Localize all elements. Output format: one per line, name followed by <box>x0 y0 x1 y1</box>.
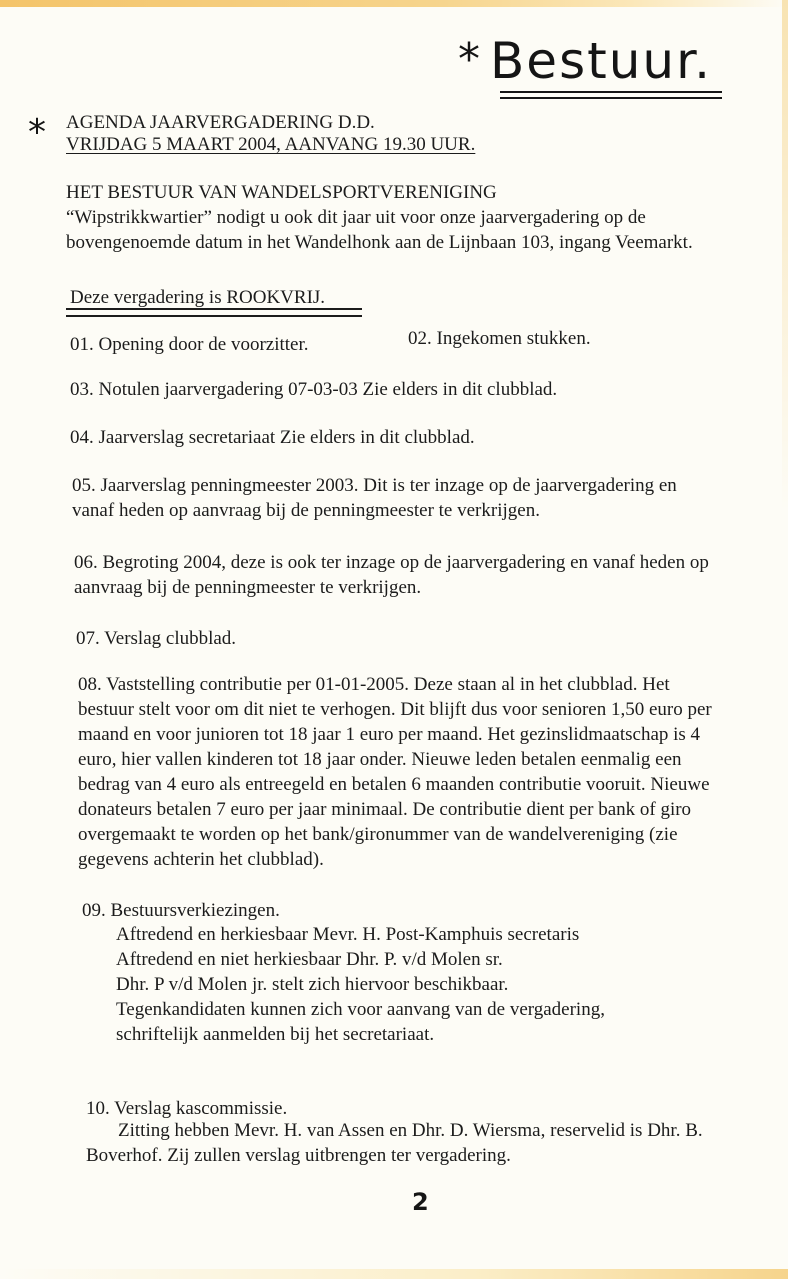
item-line: Dhr. P v/d Molen jr. stelt zich hiervoor beschikbaar. <box>116 974 509 995</box>
agenda-item-09-body <box>116 922 605 1047</box>
item-line: 08. Vaststelling contributie per 01-01-2005. Deze staan al in het clubblad. Het <box>78 674 670 695</box>
item-line: bedrag van 4 euro als entreegeld en betalen 6 maanden contributie vooruit. Nieuwe <box>78 774 710 795</box>
agenda-item-09-title: 09. Bestuursverkiezingen. <box>82 900 280 921</box>
agenda-item-01: 01. Opening door de voorzitter. <box>70 334 309 355</box>
item-line: Zitting hebben Mevr. H. van Assen en Dhr. D. Wiersma, reservelid is Dhr. B. <box>118 1120 703 1141</box>
item-line: donateurs betalen 7 euro per jaar minimaal. De contributie dient per bank of giro <box>78 799 692 820</box>
item-line: aanvraag bij de penningmeester te verkrijgen. <box>74 577 422 598</box>
heading-underline-1 <box>500 91 722 93</box>
item-line: 06. Begroting 2004, deze is ook ter inzage op de jaarvergadering en vanaf heden op <box>74 552 709 573</box>
agenda-item-05 <box>72 473 677 523</box>
smoke-free-notice: Deze vergadering is ROOKVRIJ. <box>70 287 326 308</box>
intro-line: bovengenoemde datum in het Wandelhonk aan de Lijnbaan 103, ingang Veemarkt. <box>66 232 693 253</box>
item-line: Tegenkandidaten kunnen zich voor aanvang van de vergadering, <box>116 999 605 1020</box>
item-line: overgemaakt te worden op het bank/gironummer van de wandelvereniging (zie <box>78 824 678 845</box>
item-line: schriftelijk aanmelden bij het secretariaat. <box>116 1024 435 1045</box>
paper-bottom-edge <box>0 1269 788 1279</box>
intro-line: “Wipstrikkwartier” nodigt u ook dit jaar uit voor onze jaarvergadering op de <box>66 207 646 228</box>
smoke-free-double-underline <box>66 308 362 317</box>
agenda-heading-line1: AGENDA JAARVERGADERING D.D. <box>66 112 375 133</box>
heading-underline-2 <box>500 97 722 99</box>
item-line: Aftredend en niet herkiesbaar Dhr. P. v/d Molen sr. <box>116 949 503 970</box>
item-line: 05. Jaarverslag penningmeester 2003. Dit is ter inzage op de jaarvergadering en <box>72 475 677 496</box>
handwritten-title: Bestuur. <box>490 32 712 90</box>
agenda-heading-line2: VRIJDAG 5 MAART 2004, AANVANG 19.30 UUR. <box>66 134 476 155</box>
item-line: euro, hier vallen kinderen tot 18 jaar onder. Nieuwe leden betalen eenmalig een <box>78 749 682 770</box>
paper-top-edge <box>0 0 788 7</box>
page-number: 2 <box>412 1188 429 1216</box>
agenda-item-03: 03. Notulen jaarvergadering 07-03-03 Zie elders in dit clubblad. <box>70 379 558 400</box>
paper-right-edge <box>782 0 788 1279</box>
item-line: maand en voor junioren tot 18 jaar 1 euro per maand. Het gezinslidmaatschap is 4 <box>78 724 701 745</box>
agenda-item-07: 07. Verslag clubblad. <box>76 628 237 649</box>
item-line: bestuur stelt voor om dit niet te verhogen. Dit blijft dus voor senioren 1,50 euro per <box>78 699 712 720</box>
item-line: gegevens achterin het clubblad). <box>78 849 324 870</box>
agenda-item-08 <box>78 672 712 872</box>
handwritten-heading <box>458 30 712 91</box>
agenda-item-06 <box>74 550 709 600</box>
intro-line: HET BESTUUR VAN WANDELSPORTVERENIGING <box>66 182 497 203</box>
agenda-item-10-body <box>86 1118 703 1168</box>
agenda-item-02: 02. Ingekomen stukken. <box>408 328 591 349</box>
item-line: Boverhof. Zij zullen verslag uitbrengen ter vergadering. <box>86 1145 511 1166</box>
intro-paragraph <box>66 180 693 255</box>
agenda-asterisk: * <box>28 112 46 153</box>
item-line: vanaf heden op aanvraag bij de penningmeester te verkrijgen. <box>72 500 540 521</box>
agenda-item-10-title: 10. Verslag kascommissie. <box>86 1098 288 1119</box>
item-line: Aftredend en herkiesbaar Mevr. H. Post-Kamphuis secretaris <box>116 924 580 945</box>
handwritten-asterisk: * <box>458 34 482 85</box>
agenda-item-04: 04. Jaarverslag secretariaat Zie elders in dit clubblad. <box>70 427 475 448</box>
